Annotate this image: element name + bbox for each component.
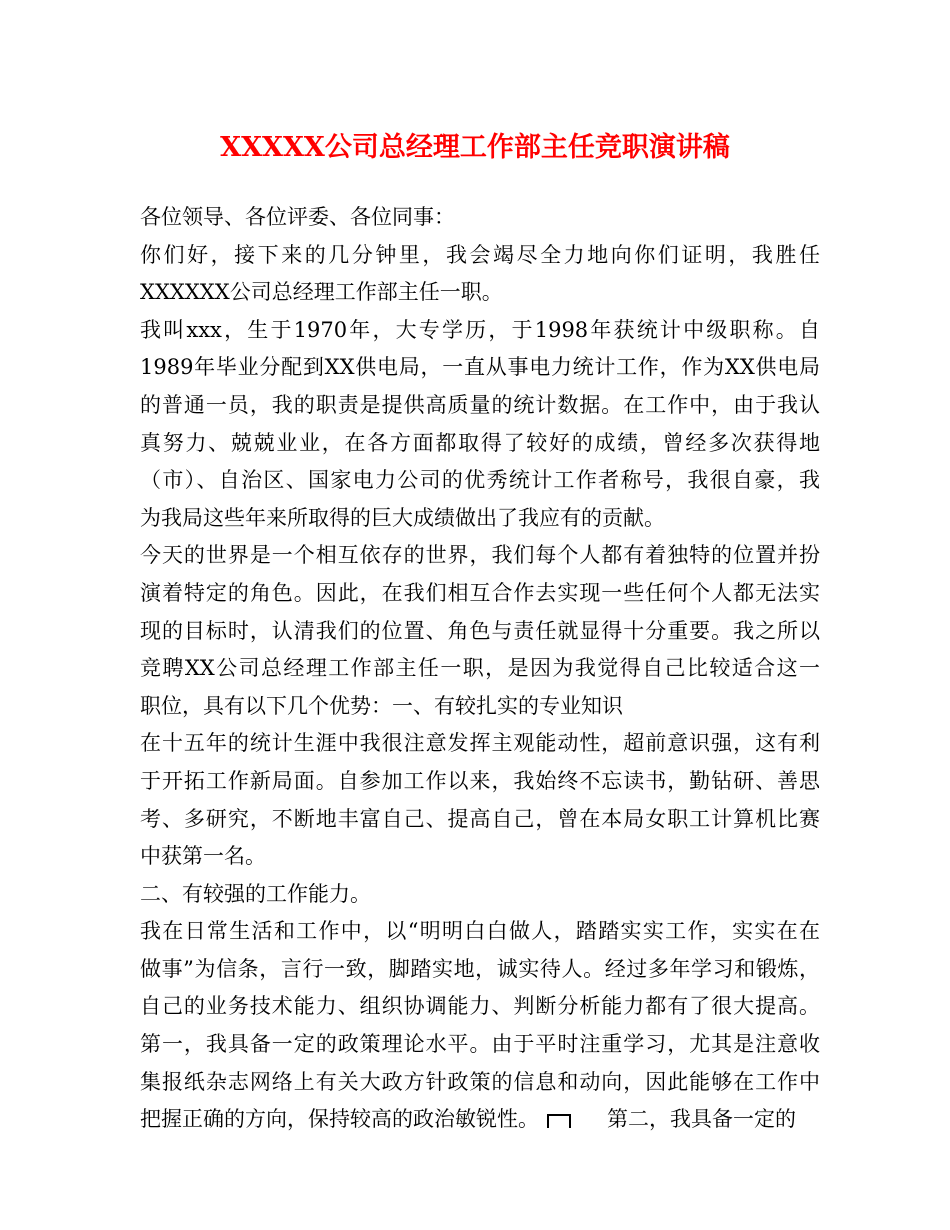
text-line: 第一，我具备一定的政策理论水平。由于平时注重学习，尤其是注意收 (140, 1032, 820, 1057)
text-line: 于开拓工作新局面。自参加工作以来，我始终不忘读书，勤钻研、善思 (140, 768, 820, 793)
text-line: 在十五年的统计生涯中我很注意发挥主观能动性，超前意识强，这有利 (140, 731, 820, 756)
last-line-end: 第二，我具备一定的 (607, 1107, 796, 1132)
text-line: 我叫xxx，生于1970年，大专学历，于1998年获统计中级职称。自 (140, 317, 820, 342)
text-line: 今天的世界是一个相互依存的世界，我们每个人都有着独特的位置并扮 (140, 543, 820, 568)
text-line: 竞聘XX公司总经理工作部主任一职，是因为我觉得自己比较适合这一 (140, 656, 820, 681)
text-line: 演着特定的角色。因此，在我们相互合作去实现一些任何个人都无法实 (140, 580, 820, 605)
text-line: 现的目标时，认清我们的位置、角色与责任就显得十分重要。我之所以 (140, 618, 820, 643)
last-line-start: 把握正确的方向，保持较高的政治敏锐性。 (140, 1107, 539, 1132)
text-line: 1989年毕业分配到XX供电局，一直从事电力统计工作，作为XX供电局 (140, 355, 820, 380)
text-line: 我在日常生活和工作中，以“明明白白做人，踏踏实实工作，实实在在 (140, 919, 820, 944)
document-title: XXXXX公司总经理工作部主任竞职演讲稿 (220, 132, 730, 163)
text-line: 二、有较强的工作能力。 (140, 881, 371, 906)
text-line: 你们好，接下来的几分钟里，我会竭尽全力地向你们证明，我胜任 (140, 242, 820, 267)
text-line: XXXXXX公司总经理工作部主任一职。 (140, 280, 503, 305)
text-line: 的普通一员，我的职责是提供高质量的统计数据。在工作中，由于我认 (140, 392, 820, 417)
text-line: 自己的业务技术能力、组织协调能力、判断分析能力都有了很大提高。 (140, 994, 820, 1019)
bracket-mark-icon (547, 1114, 571, 1128)
text-line: 为我局这些年来所取得的巨大成绩做出了我应有的贡献。 (140, 505, 665, 530)
text-line: 各位领导、各位评委、各位同事： (140, 205, 455, 229)
text-line: 职位，具有以下几个优势：一、有较扎实的专业知识 (140, 693, 623, 718)
text-line: 做事”为信条，言行一致，脚踏实地，诚实待人。经过多年学习和锻炼， (140, 956, 820, 981)
document-body (140, 199, 820, 1139)
text-line: （市）、自治区、国家电力公司的优秀统计工作者称号，我很自豪，我 (140, 468, 820, 493)
text-line: 中获第一名。 (140, 844, 266, 869)
text-line: 真努力、兢兢业业，在各方面都取得了较好的成绩，曾经多次获得地 (140, 430, 820, 455)
text-line-last (140, 1101, 820, 1139)
text-line: 考、多研究，不断地丰富自己、提高自己，曾在本局女职工计算机比赛 (140, 806, 820, 831)
text-line: 集报纸杂志网络上有关大政方针政策的信息和动向，因此能够在工作中 (140, 1069, 820, 1094)
